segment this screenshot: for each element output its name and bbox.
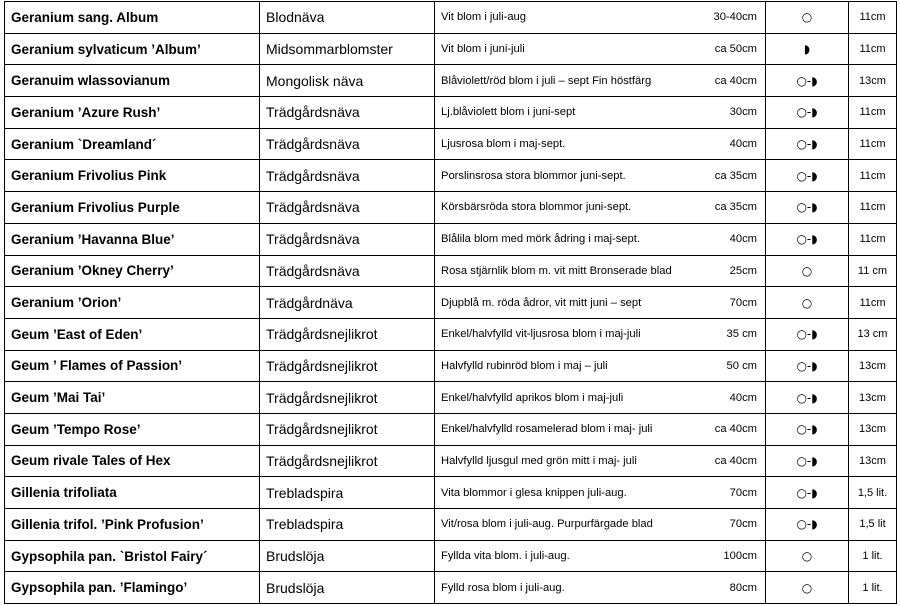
description-text: Halvfylld ljusgul med grön mitt i maj- juli — [441, 454, 637, 467]
description-cell — [435, 382, 766, 414]
pot-size-cell: 13cm — [849, 413, 897, 445]
description-text: Körsbärsröda stora blommor juni-sept. — [441, 201, 632, 214]
table-row — [5, 445, 897, 477]
height-text: 50 cm — [726, 359, 757, 372]
height-text: ca 35cm — [714, 201, 757, 214]
description-text: Enkel/halvfylld aprikos blom i maj-juli — [441, 391, 624, 404]
table-row — [5, 160, 897, 192]
height-text: ca 50cm — [714, 43, 757, 56]
sun-shade-icon: ○-◗ — [766, 350, 849, 382]
swedish-name-cell: Brudslöja — [260, 540, 435, 572]
pot-size-cell: 11cm — [849, 128, 897, 160]
sun-shade-icon: ○-◗ — [766, 445, 849, 477]
pot-size-cell: 11cm — [849, 97, 897, 129]
plant-name-cell: Gypsophila pan. ’Flamingo’ — [5, 572, 260, 604]
pot-size-cell: 13cm — [849, 350, 897, 382]
description-cell — [435, 318, 766, 350]
description-cell — [435, 350, 766, 382]
sun-shade-icon: ○-◗ — [766, 97, 849, 129]
table-row — [5, 540, 897, 572]
description-cell — [435, 33, 766, 65]
swedish-name-cell: Brudslöja — [260, 572, 435, 604]
table-row — [5, 350, 897, 382]
description-text: Vit blom i juli-aug — [441, 11, 526, 24]
swedish-name-cell: Mongolisk näva — [260, 65, 435, 97]
height-text: 70cm — [729, 486, 757, 499]
description-text: Enkel/halvfylld rosamelerad blom i maj- juli — [441, 423, 653, 436]
plant-table-body — [5, 2, 897, 604]
swedish-name-cell: Trädgårdsnejlikrot — [260, 318, 435, 350]
swedish-name-cell: Trädgårdsnäva — [260, 223, 435, 255]
sun-shade-icon: ○-◗ — [766, 382, 849, 414]
plant-name-cell: Geranium sang. Album — [5, 2, 260, 34]
description-cell — [435, 540, 766, 572]
sun-shade-icon: ◗ — [766, 33, 849, 65]
sun-shade-icon: ○-◗ — [766, 318, 849, 350]
table-row — [5, 509, 897, 541]
plant-table — [4, 1, 897, 604]
swedish-name-cell: Trebladspira — [260, 477, 435, 509]
height-text: 100cm — [723, 550, 757, 563]
description-cell — [435, 572, 766, 604]
description-cell — [435, 477, 766, 509]
height-text: 35 cm — [726, 328, 757, 341]
swedish-name-cell: Trädgårdsnejlikrot — [260, 413, 435, 445]
plant-name-cell: Geum rivale Tales of Hex — [5, 445, 260, 477]
description-text: Blålila blom med mörk ådring i maj-sept. — [441, 233, 640, 246]
description-text: Vit blom i juni-juli — [441, 43, 525, 56]
table-row — [5, 287, 897, 319]
swedish-name-cell: Trebladspira — [260, 509, 435, 541]
swedish-name-cell: Trädgårdsnejlikrot — [260, 445, 435, 477]
height-text: 30-40cm — [713, 11, 757, 24]
sun-shade-icon: ○-◗ — [766, 223, 849, 255]
description-cell — [435, 128, 766, 160]
plant-name-cell: Geranium ’Orion’ — [5, 287, 260, 319]
description-text: Lj.blåviolett blom i juni-sept — [441, 106, 576, 119]
description-text: Djupblå m. röda ådror, vit mitt juni – sept — [441, 296, 642, 309]
table-row — [5, 2, 897, 34]
plant-name-cell: Geum ’East of Eden’ — [5, 318, 260, 350]
height-text: 70cm — [729, 518, 757, 531]
height-text: ca 40cm — [714, 454, 757, 467]
height-text: 25cm — [729, 264, 757, 277]
sun-shade-icon: ○-◗ — [766, 192, 849, 224]
height-text: 80cm — [729, 581, 757, 594]
sun-shade-icon: ○-◗ — [766, 65, 849, 97]
description-text: Fyllda vita blom. i juli-aug. — [441, 550, 570, 563]
plant-name-cell: Geranium ’Azure Rush’ — [5, 97, 260, 129]
swedish-name-cell: Trädgårdnäva — [260, 287, 435, 319]
pot-size-cell: 11cm — [849, 160, 897, 192]
description-text: Porslinsrosa stora blommor juni-sept. — [441, 169, 626, 182]
table-row — [5, 318, 897, 350]
sun-shade-icon: ○ — [766, 540, 849, 572]
pot-size-cell: 13cm — [849, 382, 897, 414]
table-row — [5, 223, 897, 255]
description-text: Vit/rosa blom i juli-aug. Purpurfärgade blad — [441, 518, 653, 531]
plant-name-cell: Gillenia trifol. ’Pink Profusion’ — [5, 509, 260, 541]
description-cell — [435, 413, 766, 445]
description-cell — [435, 255, 766, 287]
table-row — [5, 382, 897, 414]
description-text: Blåviolett/röd blom i juli – sept Fin höstfärg — [441, 74, 652, 87]
height-text: ca 35cm — [714, 169, 757, 182]
table-row — [5, 255, 897, 287]
pot-size-cell: 11cm — [849, 2, 897, 34]
swedish-name-cell: Trädgårdsnejlikrot — [260, 382, 435, 414]
plant-name-cell: Geranium ’Havanna Blue’ — [5, 223, 260, 255]
height-text: 70cm — [729, 296, 757, 309]
plant-name-cell: Geranuim wlassovianum — [5, 65, 260, 97]
swedish-name-cell: Trädgårdsnäva — [260, 255, 435, 287]
plant-name-cell: Geum ’Tempo Rose’ — [5, 413, 260, 445]
swedish-name-cell: Midsommarblomster — [260, 33, 435, 65]
pot-size-cell: 11cm — [849, 287, 897, 319]
description-cell — [435, 160, 766, 192]
table-row — [5, 128, 897, 160]
plant-name-cell: Gypsophila pan. `Bristol Fairy´ — [5, 540, 260, 572]
swedish-name-cell: Trädgårdsnäva — [260, 128, 435, 160]
table-row — [5, 477, 897, 509]
plant-name-cell: Geranium `Dreamland´ — [5, 128, 260, 160]
table-row — [5, 65, 897, 97]
plant-name-cell: Geranium Frivolius Pink — [5, 160, 260, 192]
height-text: ca 40cm — [714, 74, 757, 87]
description-cell — [435, 2, 766, 34]
swedish-name-cell: Trädgårdsnäva — [260, 192, 435, 224]
height-text: ca 40cm — [714, 423, 757, 436]
description-text: Rosa stjärnlik blom m. vit mitt Bronserade blad — [441, 264, 672, 277]
sun-shade-icon: ○ — [766, 287, 849, 319]
table-row — [5, 413, 897, 445]
pot-size-cell: 11cm — [849, 33, 897, 65]
description-cell — [435, 192, 766, 224]
plant-name-cell: Geum ’ Flames of Passion’ — [5, 350, 260, 382]
description-cell — [435, 223, 766, 255]
plant-name-cell: Geranium sylvaticum ’Album’ — [5, 33, 260, 65]
sun-shade-icon: ○ — [766, 255, 849, 287]
height-text: 40cm — [729, 138, 757, 151]
description-cell — [435, 287, 766, 319]
description-text: Halvfylld rubinröd blom i maj – juli — [441, 359, 608, 372]
height-text: 40cm — [729, 233, 757, 246]
plant-name-cell: Gillenia trifoliata — [5, 477, 260, 509]
height-text: 40cm — [729, 391, 757, 404]
sun-shade-icon: ○-◗ — [766, 509, 849, 541]
plant-name-cell: Geum ’Mai Tai’ — [5, 382, 260, 414]
description-text: Enkel/halvfylld vit-ljusrosa blom i maj-juli — [441, 328, 641, 341]
pot-size-cell: 13cm — [849, 445, 897, 477]
pot-size-cell: 11 cm — [849, 255, 897, 287]
sun-shade-icon: ○-◗ — [766, 477, 849, 509]
pot-size-cell: 1,5 lit — [849, 509, 897, 541]
swedish-name-cell: Trädgårdsnejlikrot — [260, 350, 435, 382]
swedish-name-cell: Trädgårdsnäva — [260, 97, 435, 129]
table-row — [5, 572, 897, 604]
table-row — [5, 33, 897, 65]
pot-size-cell: 11cm — [849, 223, 897, 255]
sun-shade-icon: ○ — [766, 2, 849, 34]
sun-shade-icon: ○-◗ — [766, 128, 849, 160]
description-text: Vita blommor i glesa knippen juli-aug. — [441, 486, 627, 499]
swedish-name-cell: Blodnäva — [260, 2, 435, 34]
sun-shade-icon: ○-◗ — [766, 413, 849, 445]
pot-size-cell: 13 cm — [849, 318, 897, 350]
pot-size-cell: 1 lit. — [849, 572, 897, 604]
pot-size-cell: 13cm — [849, 65, 897, 97]
description-text: Fylld rosa blom i juli-aug. — [441, 581, 565, 594]
description-text: Ljusrosa blom i maj-sept. — [441, 138, 566, 151]
description-cell — [435, 445, 766, 477]
description-cell — [435, 97, 766, 129]
pot-size-cell: 1 lit. — [849, 540, 897, 572]
pot-size-cell: 1,5 lit. — [849, 477, 897, 509]
sun-shade-icon: ○ — [766, 572, 849, 604]
table-row — [5, 192, 897, 224]
pot-size-cell: 11cm — [849, 192, 897, 224]
description-cell — [435, 65, 766, 97]
height-text: 30cm — [729, 106, 757, 119]
description-cell — [435, 509, 766, 541]
plant-name-cell: Geranium ’Okney Cherry’ — [5, 255, 260, 287]
plant-name-cell: Geranium Frivolius Purple — [5, 192, 260, 224]
sun-shade-icon: ○-◗ — [766, 160, 849, 192]
table-row — [5, 97, 897, 129]
swedish-name-cell: Trädgårdsnäva — [260, 160, 435, 192]
